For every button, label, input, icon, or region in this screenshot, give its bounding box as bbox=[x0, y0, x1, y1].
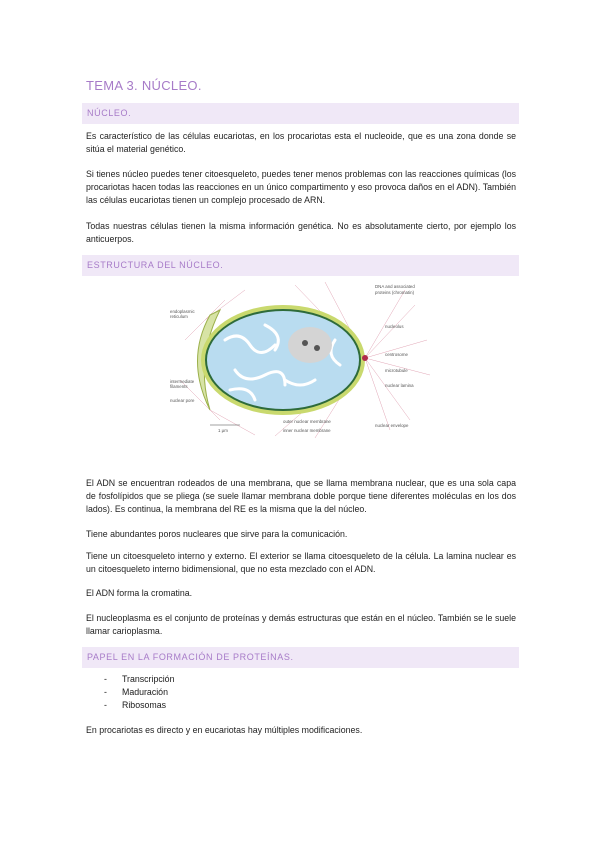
section-heading-text: PAPEL EN LA FORMACIÓN DE PROTEÍNAS. bbox=[87, 652, 294, 662]
label-centrosome: centrosome bbox=[385, 352, 408, 357]
label-outer: outer nuclear membrane bbox=[283, 419, 331, 424]
paragraph: El ADN forma la cromatina. bbox=[86, 588, 193, 598]
list-bullet: - bbox=[104, 700, 107, 710]
paragraph: Es característico de las células eucariotas, en los procariotas esta el nucleoide, que es una zona donde se sitúa el material genético. bbox=[86, 131, 516, 154]
paragraph: Si tienes núcleo puedes tener citoesqueleto, puedes tener menos problemas con las reacciones químicas (los procariotas hacen todas las reacciones en un único compartimento y eso provoca daños en el ADN). También las células eucariotas tienen un complejo procesado de ARN. bbox=[86, 169, 516, 205]
label-intermediate: filaments bbox=[170, 384, 188, 389]
page-title: TEMA 3. NÚCLEO. bbox=[86, 78, 202, 93]
list-item-text: Maduración bbox=[122, 687, 168, 697]
list-bullet: - bbox=[104, 687, 107, 697]
label-envelope: nuclear envelope bbox=[375, 423, 409, 428]
label-er: reticulum bbox=[170, 314, 188, 319]
nucleus-diagram-svg bbox=[165, 280, 440, 440]
centrosome bbox=[362, 355, 368, 361]
label-er: endoplasmic bbox=[170, 309, 195, 314]
label-pore: nuclear pore bbox=[170, 398, 195, 403]
list-item-text: Ribosomas bbox=[122, 700, 167, 710]
section-heading-proteinas bbox=[82, 647, 519, 668]
list-bullet: - bbox=[104, 674, 107, 684]
paragraph: Todas nuestras células tienen la misma información genética. No es absolutamente cierto, por ejemplo los anticuerpos. bbox=[86, 221, 516, 244]
nucleolus-core bbox=[314, 345, 320, 351]
label-microtubule: microtubule bbox=[385, 368, 408, 373]
list-item-text: Transcripción bbox=[122, 674, 175, 684]
nucleus-diagram bbox=[165, 280, 440, 440]
paragraph: El ADN se encuentran rodeados de una membrana, que se llama membrana nuclear, que es una sola capa de fosfolípidos que se pliega (se suele llamar membrana doble porque tiene diferentes moléculas en los dos lados). Es continua, la membrana del RE es la misma que la del núcleo. bbox=[86, 478, 516, 514]
label-intermediate: intermediate bbox=[170, 379, 195, 384]
label-inner: inner nuclear membrane bbox=[283, 428, 331, 433]
paragraph: Tiene abundantes poros nucleares que sirve para la comunicación. bbox=[86, 529, 348, 539]
nucleolus-core bbox=[302, 340, 308, 346]
paragraph: Tiene un citoesqueleto interno y externo. El exterior se llama citoesqueleto de la célula. La lamina nuclear es un citoesqueleto interno bidimensional, que no esta mezclado con el ADN. bbox=[86, 551, 516, 574]
section-heading-nucleo bbox=[82, 103, 519, 124]
label-scale: 1 μm bbox=[218, 428, 228, 433]
label-dna: DNA and associated bbox=[375, 284, 415, 289]
section-heading-estructura bbox=[82, 255, 519, 276]
label-dna: proteins (chromatin) bbox=[375, 290, 415, 295]
paragraph: En procariotas es directo y en eucariotas hay múltiples modificaciones. bbox=[86, 725, 363, 735]
paragraph: El nucleoplasma es el conjunto de proteínas y demás estructuras que están en el núcleo. También se le suele llamar carioplasma. bbox=[86, 613, 516, 636]
nucleolus bbox=[288, 327, 332, 363]
section-heading-text: NÚCLEO. bbox=[87, 108, 132, 118]
label-nucleolus: nucleolus bbox=[385, 324, 404, 329]
label-lamina: nuclear lamina bbox=[385, 383, 414, 388]
section-heading-text: ESTRUCTURA DEL NÚCLEO. bbox=[87, 260, 224, 270]
